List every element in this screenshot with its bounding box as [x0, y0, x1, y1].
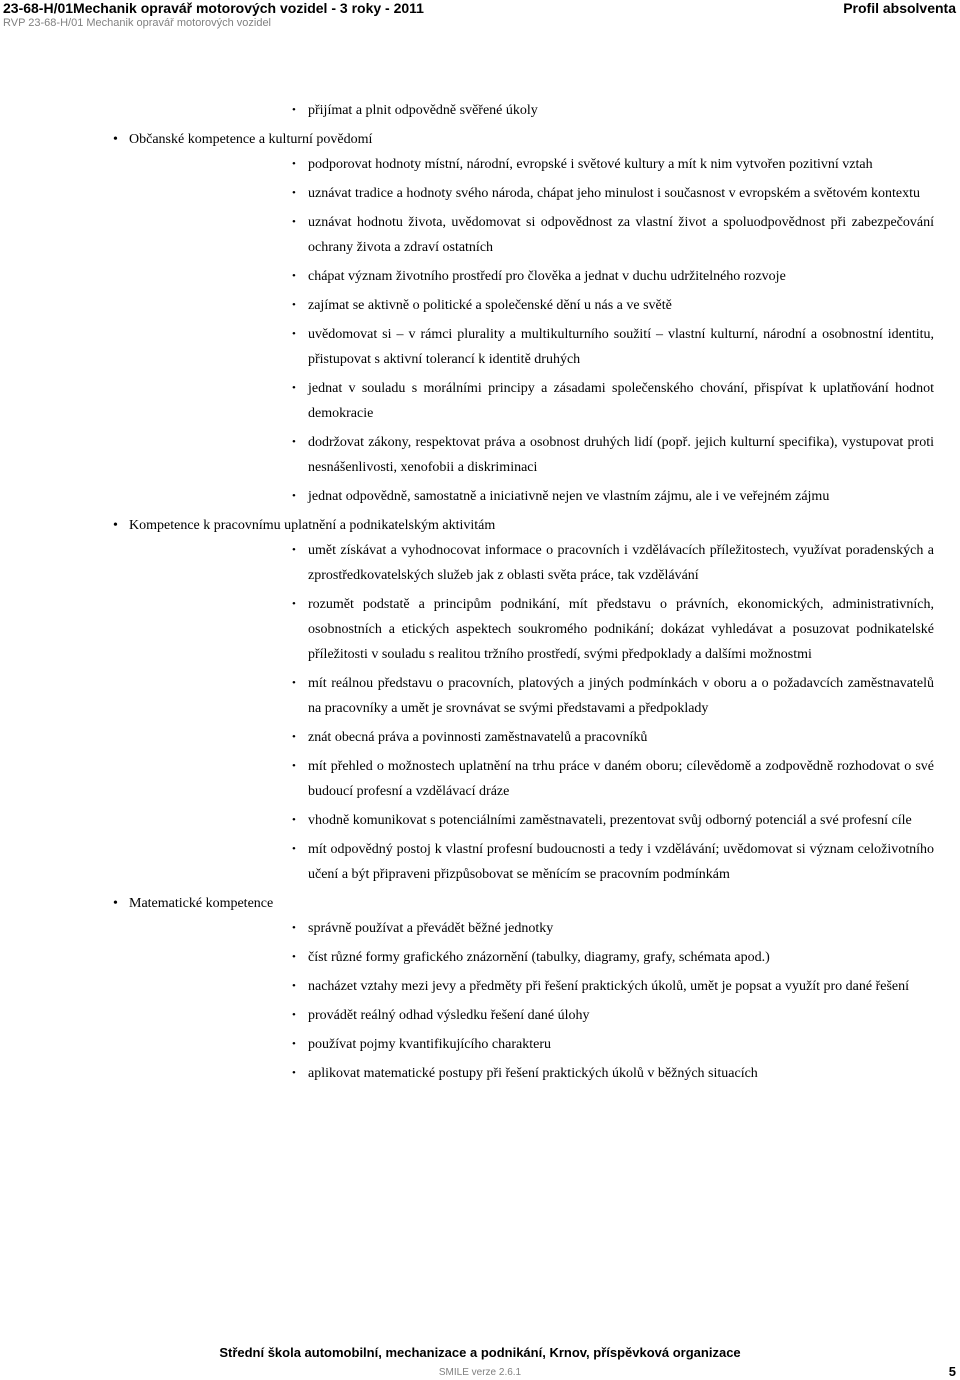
list-item: • jednat v souladu s morálními principy a zásadami společenského chování, přispívat k uplatňování hodnot demokracie: [129, 376, 934, 426]
list-item: • rozumět podstatě a principům podnikání, mít představu o právních, ekonomických, administrativních, osobnostních a etických aspektech soukromého podnikání; dokázat vyhledávat a posuzovat podnikatelské příležitosti v souladu s realitou tržního prostředí, svými předpoklady a dalšími možnostmi: [129, 592, 934, 667]
competence-group: [0, 891, 909, 1086]
bullet-icon: •: [292, 677, 296, 689]
competence-heading: Kompetence k pracovnímu uplatnění a podnikatelským aktivitám: [129, 518, 496, 533]
list-item: • mít přehled o možnostech uplatnění na trhu práce v daném oboru; cílevědomě a zodpovědně rozhodovat o své budoucí profesní a vzdělávací dráze: [129, 754, 934, 804]
competence-list: [0, 98, 960, 1086]
bullet-icon: •: [292, 598, 296, 610]
competence-items: [129, 98, 809, 123]
list-item: • mít odpovědný postoj k vlastní profesní budoucnosti a tedy i vzdělávání; uvědomovat si význam celoživotního učení a být připraveni přizpůsobovat se měnícím se pracovním podmínkám: [129, 837, 934, 887]
list-item: • jednat odpovědně, samostatně a iniciativně nejen ve vlastním zájmu, ale i ve veřejném zájmu: [129, 484, 934, 509]
bullet-icon: •: [292, 814, 296, 826]
list-item: • podporovat hodnoty místní, národní, evropské i světové kultury a mít k nim vytvořen pozitivní vztah: [129, 152, 934, 177]
list-item: • číst různé formy grafického znázornění (tabulky, diagramy, grafy, schémata apod.): [129, 945, 934, 970]
list-item: • vhodně komunikovat s potenciálními zaměstnavateli, prezentovat svůj odborný potenciál a své profesní cíle: [129, 808, 934, 833]
competence-items: [129, 916, 909, 1086]
footer-organization: Střední škola automobilní, mechanizace a podnikání, Krnov, příspěvková organizace: [219, 1345, 741, 1360]
bullet-icon: •: [292, 270, 296, 282]
bullet-icon: •: [113, 518, 118, 533]
competence-group: [0, 513, 934, 887]
bullet-icon: •: [292, 104, 296, 116]
list-item: • nacházet vztahy mezi jevy a předměty při řešení praktických úkolů, umět je popsat a využít pro dané řešení: [129, 974, 934, 999]
list-item: • chápat význam životního prostředí pro člověka a jednat v duchu udržitelného rozvoje: [129, 264, 934, 289]
list-item: • uvědomovat si – v rámci plurality a multikulturního soužití – vlastní kulturní, národní a osobnostní identitu, přistupovat s aktivní tolerancí k identitě druhých: [129, 322, 934, 372]
bullet-icon: •: [292, 544, 296, 556]
list-item: • provádět reálný odhad výsledku řešení dané úlohy: [129, 1003, 934, 1028]
bullet-icon: •: [292, 951, 296, 963]
bullet-icon: •: [292, 158, 296, 170]
bullet-icon: •: [292, 436, 296, 448]
list-item: • uznávat tradice a hodnoty svého národa, chápat jeho minulost i současnost v evropském a světovém kontextu: [129, 181, 934, 206]
bullet-icon: •: [292, 731, 296, 743]
competence-heading: Občanské kompetence a kulturní povědomí: [129, 132, 373, 147]
list-item: • správně používat a převádět běžné jednotky: [129, 916, 934, 941]
bullet-icon: •: [292, 1067, 296, 1079]
bullet-icon: •: [292, 922, 296, 934]
competence-heading: Matematické kompetence: [129, 896, 274, 911]
bullet-icon: •: [113, 896, 118, 911]
competence-group: [0, 127, 934, 509]
list-item: • zajímat se aktivně o politické a společenské dění u nás a ve světě: [129, 293, 934, 318]
bullet-icon: •: [292, 382, 296, 394]
bullet-icon: •: [292, 1009, 296, 1021]
bullet-icon: •: [292, 216, 296, 228]
bullet-icon: •: [292, 980, 296, 992]
bullet-icon: •: [292, 843, 296, 855]
bullet-icon: •: [292, 187, 296, 199]
section-title: Profil absolventa: [843, 0, 956, 16]
page-number: 5: [948, 1364, 956, 1379]
list-item: • znát obecná práva a povinnosti zaměstnavatelů a pracovníků: [129, 725, 934, 750]
competence-items: [129, 538, 934, 887]
list-item: • přijímat a plnit odpovědně svěřené úkoly: [129, 98, 934, 123]
page-header: [0, 0, 960, 34]
document-title: 23-68-H/01Mechanik opravář motorových vozidel - 3 roky - 2011: [3, 0, 424, 16]
bullet-icon: •: [292, 760, 296, 772]
list-item: • používat pojmy kvantifikujícího charakteru: [129, 1032, 934, 1057]
list-item: • mít reálnou představu o pracovních, platových a jiných podmínkách v oboru a o požadavcích zaměstnavatelů na pracovníky a umět je srovnávat se svými představami a předpoklady: [129, 671, 934, 721]
document-subtitle: RVP 23-68-H/01 Mechanik opravář motorových vozidel: [3, 17, 272, 29]
bullet-icon: •: [292, 328, 296, 340]
list-item: • uznávat hodnotu života, uvědomovat si odpovědnost za vlastní život a spoluodpovědnost při zabezpečování ochrany života a zdraví ostatních: [129, 210, 934, 260]
bullet-icon: •: [292, 1038, 296, 1050]
list-item: • dodržovat zákony, respektovat práva a osobnost druhých lidí (popř. jejich kulturní specifika), vystupovat proti nesnášenlivosti, xenofobii a diskriminaci: [129, 430, 934, 480]
bullet-icon: •: [292, 490, 296, 502]
bullet-icon: •: [113, 132, 118, 147]
document-body: [0, 98, 960, 1090]
competence-group: [0, 98, 809, 123]
competence-items: [129, 152, 934, 509]
footer-version: SMILE verze 2.6.1: [438, 1367, 522, 1378]
bullet-icon: •: [292, 299, 296, 311]
list-item: • umět získávat a vyhodnocovat informace o pracovních i vzdělávacích příležitostech, využívat poradenských a zprostředkovatelských služeb jak z oblasti světa práce, tak vzdělávání: [129, 538, 934, 588]
list-item: • aplikovat matematické postupy při řešení praktických úkolů v běžných situacích: [129, 1061, 934, 1086]
